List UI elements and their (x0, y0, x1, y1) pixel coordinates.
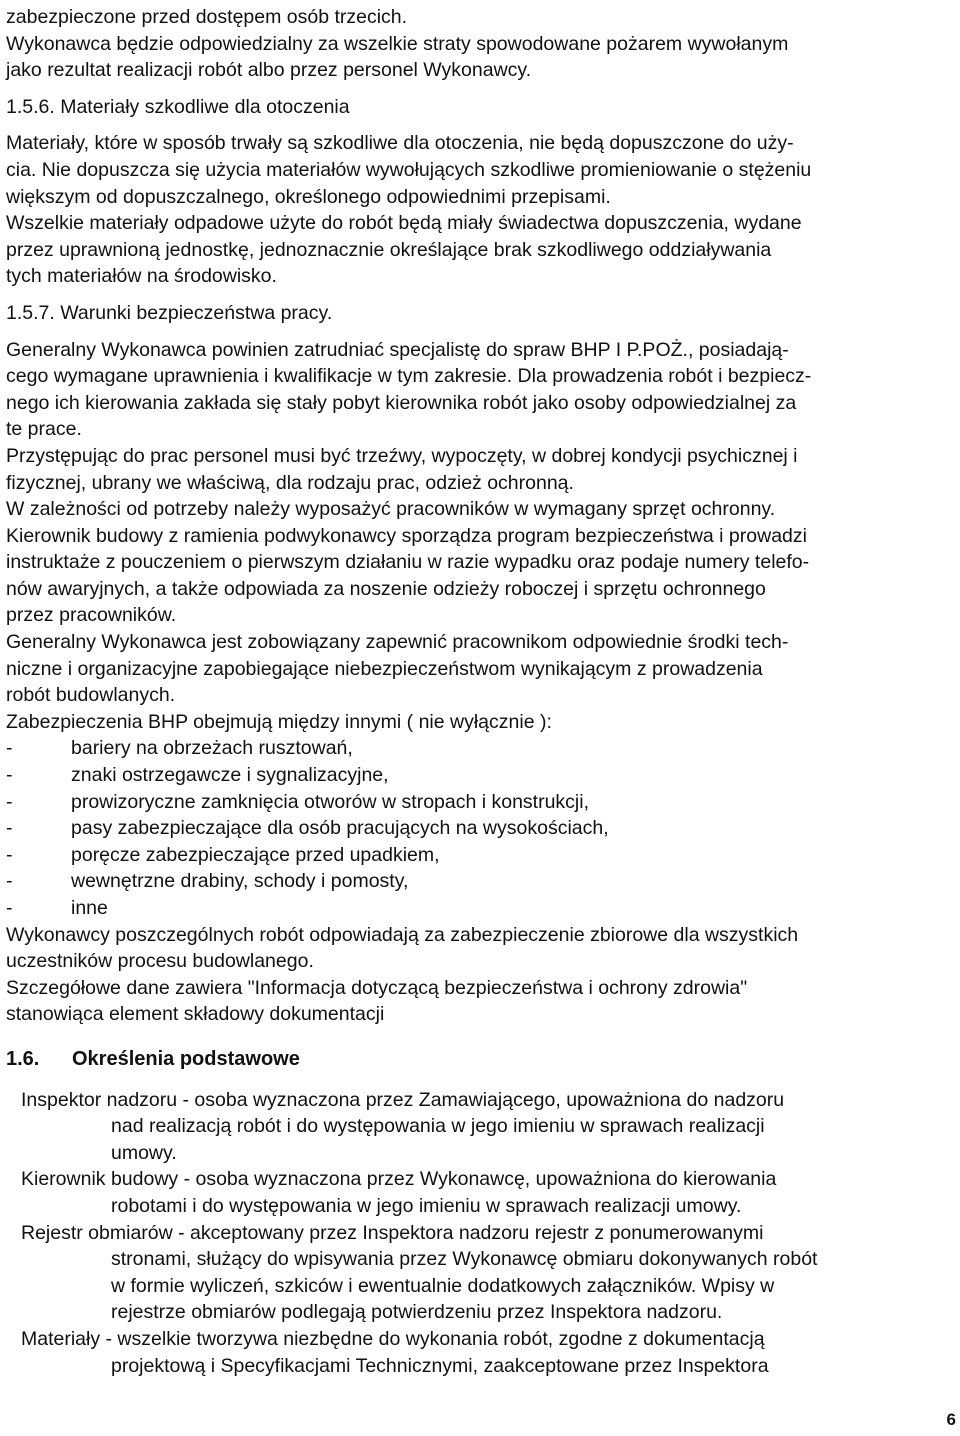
definition-first-line: Rejestr obmiarów - akceptowany przez Inspektora nadzoru rejestr z ponumerowanymi (21, 1221, 764, 1244)
definition-kierownik-budowy (6, 1166, 956, 1219)
section-title-1-5-6: 1.5.6. Materiały szkodliwe dla otoczenia (6, 95, 350, 118)
text-line: robót budowlanych. (6, 684, 176, 707)
section-number: 1.6. (6, 1047, 40, 1070)
definition-continuation: robotami i do występowania w jego imieniu w sprawach realizacji umowy. (111, 1194, 742, 1217)
bhp-list (6, 735, 956, 921)
text-line: instruktaże z pouczeniem o pierwszym działaniu w razie wypadku oraz podaje numery telefo- (6, 551, 810, 574)
list-dash: - (6, 790, 13, 813)
text-line: nego ich kierowania zakłada się stały pobyt kierownika robót jako osoby odpowiedzialnej za (6, 391, 797, 414)
text-line: te prace. (6, 418, 82, 441)
definition-inspektor-nadzoru (6, 1087, 956, 1167)
list-item (6, 762, 956, 789)
text-line: stanowiąca element składowy dokumentacji (6, 1003, 385, 1026)
list-dash: - (6, 817, 13, 840)
list-item-text: pasy zabezpieczające dla osób pracujących na wysokościach, (71, 817, 609, 840)
text-line: Kierownik budowy z ramienia podwykonawcy sporządza program bezpieczeństwa i prowadzi (6, 524, 807, 547)
text-line: przez pracowników. (6, 604, 177, 627)
list-dash: - (6, 843, 13, 866)
intro-paragraph (6, 4, 956, 84)
list-item (6, 789, 956, 816)
list-item (6, 735, 956, 762)
text-line: Materiały, które w sposób trwały są szkodliwe dla otoczenia, nie będą dopuszczone do uży- (6, 132, 794, 155)
definition-continuation: stronami, służący do wpisywania przez Wykonawcę obmiaru dokonywanych robót (111, 1248, 818, 1271)
definition-continuation: rejestrze obmiarów podlegają potwierdzeniu przez Inspektora nadzoru. (111, 1301, 723, 1324)
text-line: przez uprawnioną jednostkę, jednoznacznie określające brak szkodliwego oddziaływania (6, 238, 772, 261)
list-dash: - (6, 897, 13, 919)
text-line: cia. Nie dopuszcza się użycia materiałów wywołujących szkodliwe promieniowanie o stężeniu (6, 158, 812, 181)
text-line: niczne i organizacyjne zapobiegające niebezpieczeństwom wynikającym z prowadzenia (6, 657, 763, 680)
text-line: zabezpieczone przed dostępem osób trzecich. (6, 6, 408, 28)
definition-rejestr-obmiarow (6, 1220, 956, 1326)
definition-first-line: Materiały - wszelkie tworzywa niezbędne do wykonania robót, zgodne z dokumentacją (21, 1327, 765, 1350)
text-line: Generalny Wykonawca jest zobowiązany zapewnić pracownikom odpowiednie środki tech- (6, 631, 789, 654)
page-number: 6 (946, 1410, 956, 1429)
text-line: Generalny Wykonawca powinien zatrudniać specjalistę do spraw BHP I P.POŻ., posiadają- (6, 338, 789, 361)
text-line: nów awaryjnych, a także odpowiada za noszenie odzieży roboczej i sprzętu ochronnego (6, 577, 766, 600)
list-dash: - (6, 870, 13, 893)
text-line: Wszelkie materiały odpadowe użyte do robót będą miały świadectwa dopuszczenia, wydane (6, 212, 802, 235)
list-item (6, 815, 956, 842)
definition-first-line: Kierownik budowy - osoba wyznaczona przez Wykonawcę, upoważniona do kierowania (21, 1168, 777, 1191)
list-item (6, 842, 956, 869)
text-line: cego wymagane uprawnienia i kwalifikacje w tym zakresie. Dla prowadzenia robót i bezpiecz- (6, 365, 812, 388)
text-line: W zależności od potrzeby należy wyposażyć pracowników w wymagany sprzęt ochronny. (6, 498, 776, 521)
text-line: Zabezpieczenia BHP obejmują między innymi ( nie wyłącznie ): (6, 710, 552, 733)
text-line: uczestników procesu budowlanego. (6, 950, 314, 973)
text-line: fizycznej, ubrany we właściwą, dla rodzaju prac, odzież ochronną. (6, 471, 574, 494)
list-item-text: znaki ostrzegawcze i sygnalizacyjne, (71, 764, 389, 787)
list-item-text: poręcze zabezpieczające przed upadkiem, (71, 843, 440, 866)
text-line: Wykonawcy poszczególnych robót odpowiadają za zabezpieczenie zbiorowe dla wszystkich (6, 923, 799, 946)
list-dash: - (6, 764, 13, 787)
text-line: tych materiałów na środowisko. (6, 265, 277, 288)
text-line: Szczegółowe dane zawiera "Informacja dotyczącą bezpieczeństwa i ochrony zdrowia" (6, 976, 748, 999)
after-list-paragraph (6, 922, 956, 1028)
list-item-text: wewnętrzne drabiny, schody i pomosty, (71, 870, 409, 893)
definition-continuation: umowy. (111, 1141, 177, 1164)
text-line: Wykonawca będzie odpowiedzialny za wszelkie straty spowodowane pożarem wywołanym (6, 32, 789, 55)
text-line: jako rezultat realizacji robót albo przez personel Wykonawcy. (6, 59, 532, 82)
list-item-text: prowizoryczne zamknięcia otworów w stropach i konstrukcji, (71, 790, 590, 813)
definition-continuation: projektową i Specyfikacjami Technicznymi, zaakceptowane przez Inspektora (111, 1354, 769, 1377)
list-dash: - (6, 737, 13, 760)
section-1-5-6-body (6, 130, 956, 290)
section-1-5-7-body (6, 337, 956, 736)
definitions-list (6, 1087, 956, 1380)
definition-continuation: nad realizacją robót i do występowania w jego imieniu w sprawach realizacji (111, 1115, 765, 1138)
definition-materialy (6, 1326, 956, 1379)
text-line: większym od dopuszczalnego, określonego odpowiednimi przepisami. (6, 185, 611, 208)
list-item (6, 895, 956, 922)
definition-first-line: Inspektor nadzoru - osoba wyznaczona przez Zamawiającego, upoważniona do nadzoru (21, 1088, 785, 1111)
section-heading-text: Określenia podstawowe (72, 1047, 300, 1070)
section-title-1-5-7: 1.5.7. Warunki bezpieczeństwa pracy. (6, 301, 333, 324)
document-page (6, 4, 956, 1379)
list-item (6, 868, 956, 895)
list-item-text: inne (71, 897, 108, 919)
section-heading-1-6 (6, 1046, 956, 1073)
list-item-text: bariery na obrzeżach rusztowań, (71, 737, 353, 760)
text-line: Przystępując do prac personel musi być trzeźwy, wypoczęty, w dobrej kondycji psychicznej i (6, 444, 798, 467)
definition-continuation: w formie wyliczeń, szkiców i ewentualnie dodatkowych załączników. Wpisy w (111, 1274, 775, 1297)
